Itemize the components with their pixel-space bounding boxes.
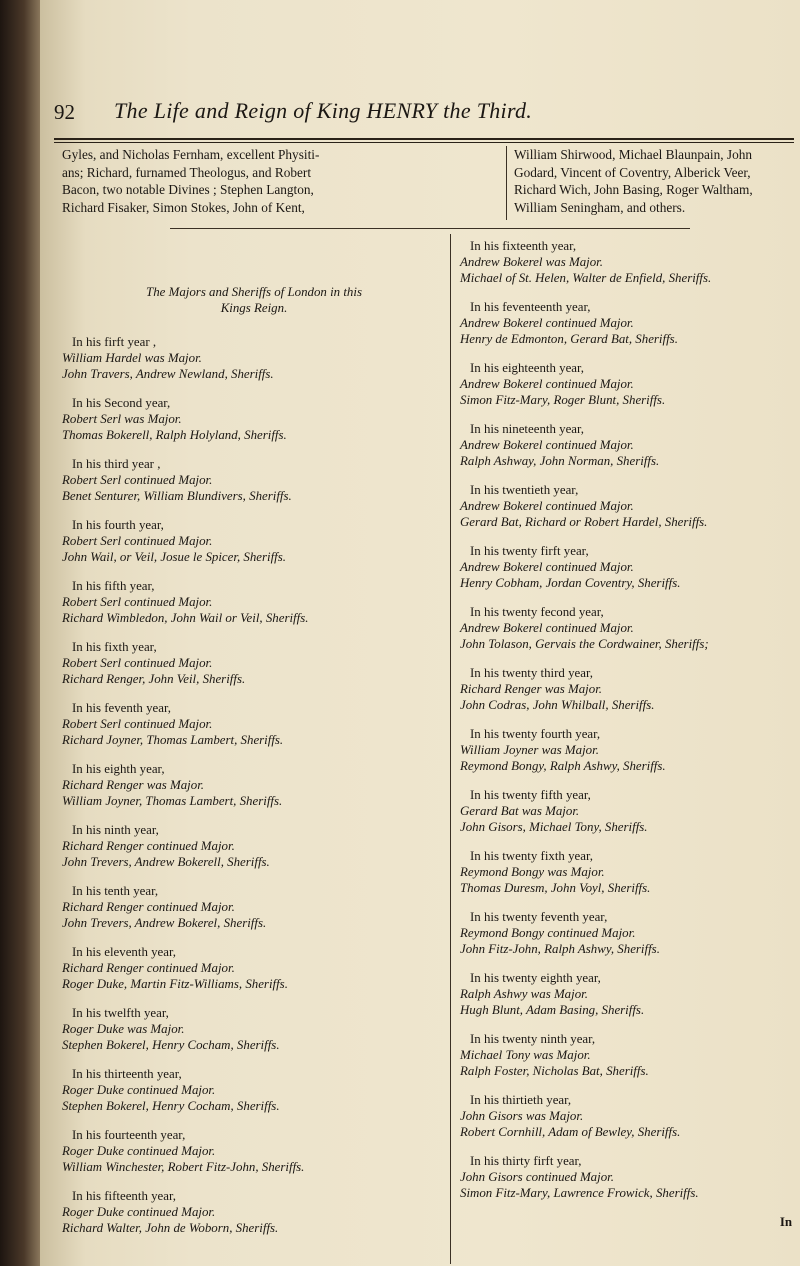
entry-sheriffs: John Tolason, Gervais the Cordwainer, Sheriffs; [460,637,709,651]
mayoral-year-entry [62,1188,446,1236]
mayoral-year-entry [62,1005,446,1053]
entry-year: In his nineteenth year, [470,422,585,436]
entry-year: In his eighteenth year, [470,361,585,375]
entry-major: William Joyner was Major. [460,743,599,757]
entry-sheriffs: Richard Wimbledon, John Wail or Veil, Sheriffs. [62,611,309,625]
mayoral-year-entry [460,1092,796,1140]
entry-sheriffs: Thomas Duresm, John Voyl, Sheriffs. [460,881,651,895]
mayoral-year-entry [62,700,446,748]
catchword: In [779,1215,792,1229]
entry-major: Richard Renger was Major. [460,682,603,696]
entry-year: In his twelfth year, [72,1006,169,1020]
left-column [62,238,446,1249]
entry-year: In his thirty firft year, [470,1154,582,1168]
page-number: 92 [54,100,75,124]
entry-sheriffs: John Gisors, Michael Tony, Sheriffs. [460,820,648,834]
entry-year: In his fifth year, [72,579,155,593]
entry-year: In his twenty ninth year, [470,1032,596,1046]
section-title [62,284,446,316]
mayoral-year-entry [460,360,796,408]
entry-year: In his eighth year, [72,762,165,776]
section-rule [170,228,690,229]
mayoral-year-entry [62,578,446,626]
entry-sheriffs: John Codras, John Whilball, Sheriffs. [460,698,655,712]
mayoral-year-entry [460,604,796,652]
entry-major: Robert Serl continued Major. [62,473,213,487]
text-line: ans; Richard, furnamed Theologus, and Robert [62,164,312,180]
text-line: William Shirwood, Michael Blaunpain, John [514,147,753,162]
entry-major: Gerard Bat was Major. [460,804,580,818]
entry-major: Andrew Bokerel continued Major. [460,316,634,330]
entry-sheriffs: Richard Joyner, Thomas Lambert, Sheriffs. [62,733,284,747]
entry-year: In his twentieth year, [470,483,579,497]
top-paragraph-right [514,146,794,216]
mayoral-year-entry [62,1066,446,1114]
entry-major: Robert Serl continued Major. [62,656,213,670]
entry-year: In his fourteenth year, [72,1128,186,1142]
entry-major: John Gisors continued Major. [460,1170,614,1184]
entry-major: Roger Duke continued Major. [62,1083,216,1097]
entry-year: In his twenty fixth year, [470,849,593,863]
entry-sheriffs: Ralph Foster, Nicholas Bat, Sheriffs. [460,1064,649,1078]
entry-sheriffs: Thomas Bokerell, Ralph Holyland, Sheriffs. [62,428,287,442]
entry-sheriffs: William Joyner, Thomas Lambert, Sheriffs. [62,794,283,808]
entry-major: Andrew Bokerel continued Major. [460,377,634,391]
entry-major: Andrew Bokerel continued Major. [460,499,634,513]
entry-major: Richard Renger continued Major. [62,900,235,914]
mayoral-year-entry [460,665,796,713]
entry-major: Robert Serl continued Major. [62,595,213,609]
mayoral-year-entry [460,848,796,896]
mayoral-year-entry [62,1127,446,1175]
top-paragraph-left [62,146,502,216]
entry-major: Reymond Bongy continued Major. [460,926,636,940]
entry-major: John Gisors was Major. [460,1109,584,1123]
entry-year: In his feventeenth year, [470,300,591,314]
mayoral-year-entry [62,334,446,382]
mayoral-year-entry [62,456,446,504]
entry-sheriffs: Michael of St. Helen, Walter de Enfield, Sheriffs. [460,271,712,285]
entry-sheriffs: Ralph Ashway, John Norman, Sheriffs. [460,454,660,468]
mayoral-year-entry [460,299,796,347]
entry-sheriffs: William Winchester, Robert Fitz-John, Sheriffs. [62,1160,305,1174]
column-divider-main [450,234,451,1264]
mayoral-year-entry [62,761,446,809]
text-line: Richard Wich, John Basing, Roger Waltham, [514,182,753,197]
mayoral-year-entry [460,1153,796,1201]
entry-major: Robert Serl continued Major. [62,534,213,548]
entry-year: In his eleventh year, [72,945,176,959]
entry-major: Andrew Bokerel continued Major. [460,621,634,635]
entry-sheriffs: Richard Walter, John de Woborn, Sheriffs. [62,1221,279,1235]
text-line: Richard Fisaker, Simon Stokes, John of Kent, [62,199,305,215]
entry-year: In his thirtieth year, [470,1093,572,1107]
mayoral-year-entry [62,517,446,565]
entry-year: In his twenty firft year, [470,544,589,558]
entry-sheriffs: Simon Fitz-Mary, Roger Blunt, Sheriffs. [460,393,666,407]
entry-major: Richard Renger continued Major. [62,839,235,853]
entry-major: Robert Serl continued Major. [62,717,213,731]
entry-sheriffs: Robert Cornhill, Adam of Bewley, Sheriffs. [460,1125,681,1139]
entry-sheriffs: Stephen Bokerel, Henry Cocham, Sheriffs. [62,1099,280,1113]
entry-major: Andrew Bokerel continued Major. [460,560,634,574]
section-title-line: The Majors and Sheriffs of London in this [146,285,362,299]
entry-year: In his twenty eighth year, [470,971,601,985]
entry-sheriffs: Henry Cobham, Jordan Coventry, Sheriffs. [460,576,681,590]
entry-year: In his fixteenth year, [470,239,577,253]
mayoral-year-entry [62,883,446,931]
book-spine-shadow [0,0,40,1266]
mayoral-year-entry [460,421,796,469]
entry-year: In his twenty fecond year, [470,605,604,619]
mayoral-year-entry [62,395,446,443]
entry-sheriffs: Gerard Bat, Richard or Robert Hardel, Sheriffs. [460,515,708,529]
entry-year: In his fixth year, [72,640,157,654]
entry-sheriffs: Simon Fitz-Mary, Lawrence Frowick, Sheriffs. [460,1186,699,1200]
entry-major: Robert Serl was Major. [62,412,182,426]
entry-sheriffs: John Wail, or Veil, Josue le Spicer, Sheriffs. [62,550,287,564]
entry-sheriffs: Stephen Bokerel, Henry Cocham, Sheriffs. [62,1038,280,1052]
running-head [54,98,794,134]
entry-year: In his thirteenth year, [72,1067,182,1081]
book-page [40,0,800,1266]
column-divider-top [506,146,507,220]
entry-year: In his firft year , [72,335,157,349]
mayoral-year-entry [460,543,796,591]
entry-major: Andrew Bokerel continued Major. [460,438,634,452]
mayoral-year-entry [460,909,796,957]
right-column [460,238,796,1230]
entry-major: Michael Tony was Major. [460,1048,591,1062]
mayoral-year-entry [460,482,796,530]
section-title-line: Kings Reign. [220,301,288,315]
entry-year: In his fourth year, [72,518,164,532]
mayoral-year-entry [62,944,446,992]
entry-year: In his Second year, [72,396,171,410]
entry-major: Roger Duke was Major. [62,1022,185,1036]
entry-sheriffs: John Fitz-John, Ralph Ashwy, Sheriffs. [460,942,660,956]
text-line: Bacon, two notable Divines ; Stephen Langton, [62,182,314,197]
entry-major: Andrew Bokerel was Major. [460,255,603,269]
entry-major: Ralph Ashwy was Major. [460,987,588,1001]
entry-year: In his twenty fifth year, [470,788,591,802]
mayoral-year-entry [460,1031,796,1079]
entry-year: In his ninth year, [72,823,159,837]
entry-major: Richard Renger was Major. [62,778,205,792]
header-rule [54,138,794,140]
entry-sheriffs: John Trevers, Andrew Bokerel, Sheriffs. [62,916,267,930]
text-line: Gyles, and Nicholas Fernham, excellent Physiti- [62,147,320,162]
mayoral-year-entry [460,787,796,835]
entry-year: In his third year , [72,457,161,471]
entry-sheriffs: Hugh Blunt, Adam Basing, Sheriffs. [460,1003,645,1017]
entry-sheriffs: John Trevers, Andrew Bokerell, Sheriffs. [62,855,270,869]
entry-major: William Hardel was Major. [62,351,202,365]
entry-sheriffs: Reymond Bongy, Ralph Ashwy, Sheriffs. [460,759,666,773]
entry-sheriffs: Benet Senturer, William Blundivers, Sheriffs. [62,489,292,503]
mayoral-year-entry [460,970,796,1018]
mayoral-year-entry [460,238,796,286]
entry-major: Reymond Bongy was Major. [460,865,605,879]
mayoral-year-entry [460,726,796,774]
page-title: The Life and Reign of King HENRY the Third. [114,98,533,123]
entry-year: In his twenty feventh year, [470,910,608,924]
entry-year: In his twenty fourth year, [470,727,601,741]
mayoral-year-entry [62,822,446,870]
header-rule-thin [54,142,794,143]
entry-year: In his fifteenth year, [72,1189,176,1203]
entry-sheriffs: Roger Duke, Martin Fitz-Williams, Sheriffs. [62,977,288,991]
entry-year: In his tenth year, [72,884,159,898]
entry-major: Roger Duke continued Major. [62,1205,216,1219]
entry-major: Roger Duke continued Major. [62,1144,216,1158]
entry-year: In his feventh year, [72,701,171,715]
mayoral-year-entry [62,639,446,687]
entry-major: Richard Renger continued Major. [62,961,235,975]
text-line: William Seningham, and others. [514,199,686,215]
entry-sheriffs: Henry de Edmonton, Gerard Bat, Sheriffs. [460,332,678,346]
entry-sheriffs: John Travers, Andrew Newland, Sheriffs. [62,367,274,381]
entry-sheriffs: Richard Renger, John Veil, Sheriffs. [62,672,246,686]
entry-year: In his twenty third year, [470,666,593,680]
text-line: Godard, Vincent of Coventry, Alberick Veer, [514,164,751,180]
